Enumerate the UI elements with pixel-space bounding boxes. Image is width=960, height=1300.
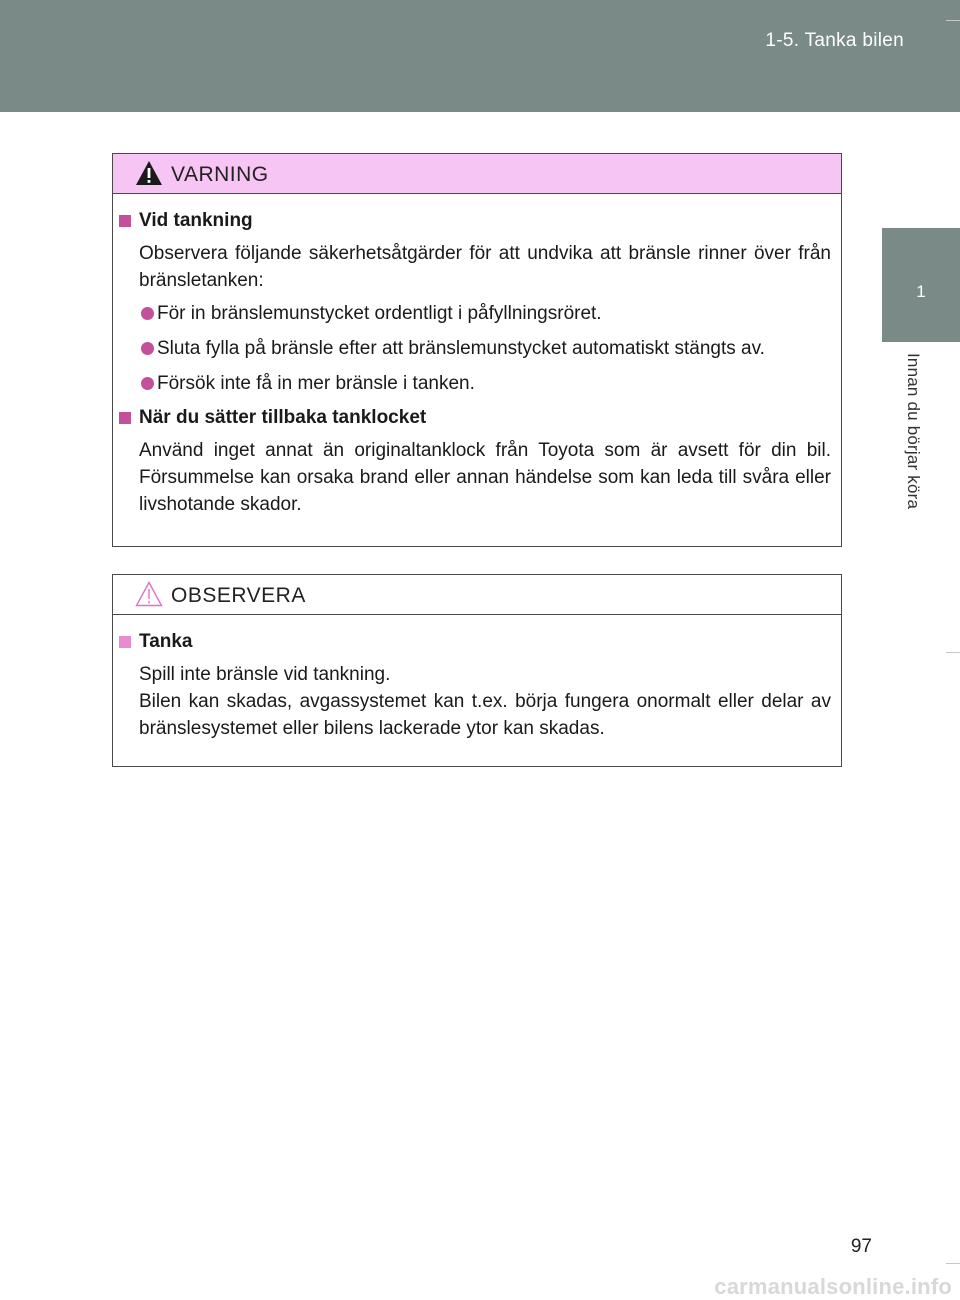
section-heading (113, 208, 831, 234)
crop-mark (946, 1263, 960, 1264)
crop-mark (946, 652, 960, 653)
list-item-text: Försök inte få in mer bränsle i tanken. (157, 373, 475, 394)
list-item (113, 370, 831, 397)
circle-bullet-icon (141, 307, 154, 320)
circle-bullet-icon (141, 377, 154, 390)
section-heading-text: Tanka (139, 631, 193, 652)
warning-title: VARNING (171, 163, 269, 186)
square-bullet-icon (119, 215, 131, 227)
section-heading (113, 405, 831, 431)
square-bullet-icon (119, 636, 131, 648)
warning-header (113, 154, 841, 194)
warning-triangle-icon (135, 160, 163, 186)
section-text: Använd inget annat än originaltanklock från Toyota som är avsett för din bil. Försummelse kan orsaka brand eller annan händelse som kan leda till svåra eller livshotande skador. (139, 440, 831, 515)
notice-body (113, 615, 841, 758)
list-item (113, 300, 831, 327)
square-bullet-icon (119, 412, 131, 424)
section-text-line: Bilen kan skadas, avgassystemet kan t.ex. börja fungera onormalt eller delar av bränslesystemet eller bilens lackerade ytor kan skadas. (139, 691, 831, 739)
page-number: 97 (850, 1236, 872, 1257)
list-item (113, 335, 831, 362)
section-heading-text: När du sätter tillbaka tanklocket (139, 407, 427, 428)
section-heading (113, 629, 831, 655)
section-text-line: Spill inte bränsle vid tankning. (139, 664, 391, 685)
caution-triangle-icon (135, 581, 163, 607)
section-text: Observera följande säkerhetsåtgärder för att undvika att bränsle rinner över från bränsletanken: (139, 243, 831, 291)
list-item-text: Sluta fylla på bränsle efter att bränslemunstycket automatiskt stängts av. (157, 338, 765, 359)
chapter-number: 1 (916, 282, 926, 301)
crop-mark (946, 20, 960, 21)
section-title: 1-5. Tanka bilen (765, 30, 904, 51)
chapter-tab (882, 228, 960, 342)
section-heading-text: Vid tankning (139, 210, 253, 231)
watermark: carmanualsonline.info (714, 1274, 952, 1299)
page-header (0, 0, 960, 112)
notice-box (112, 574, 842, 767)
warning-box (112, 153, 842, 547)
list-item-text: För in bränslemunstycket ordentligt i påfyllningsröret. (157, 303, 602, 324)
chapter-label: Innan du börjar köra (904, 353, 923, 510)
notice-header (113, 575, 841, 615)
notice-title: OBSERVERA (171, 584, 306, 607)
warning-body (113, 194, 841, 534)
circle-bullet-icon (141, 342, 154, 355)
